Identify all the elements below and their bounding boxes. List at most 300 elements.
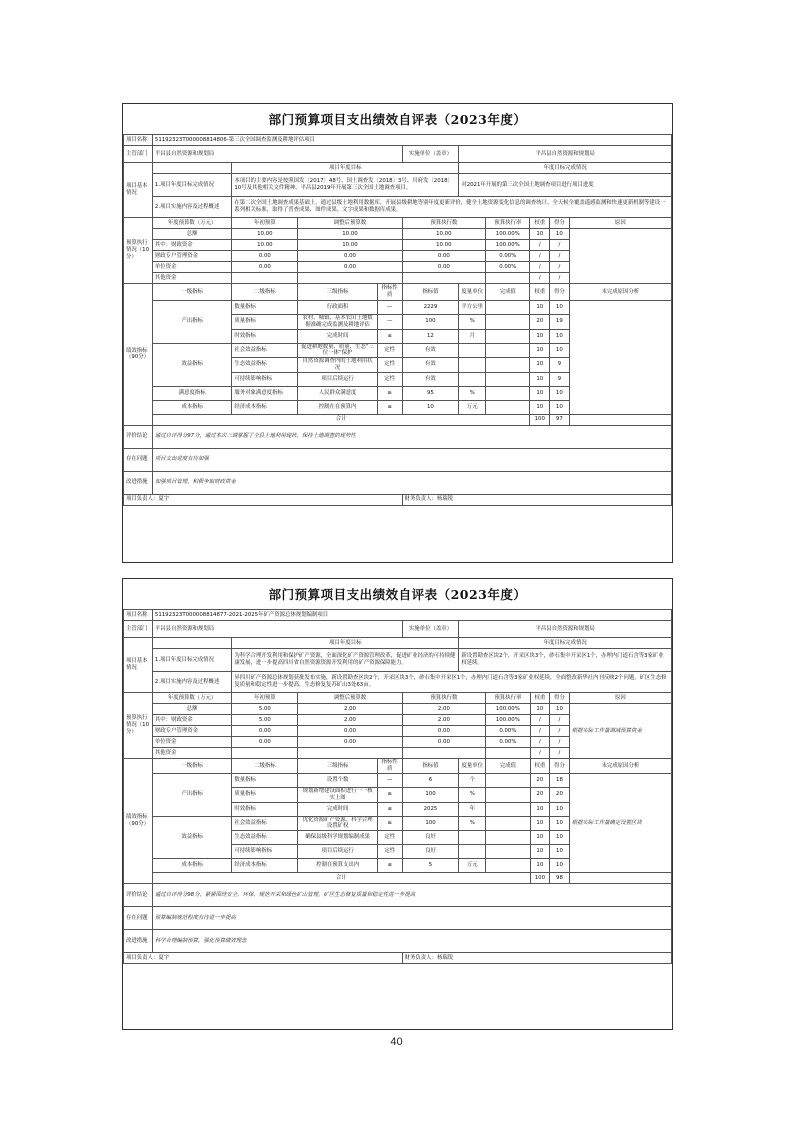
budget-value xyxy=(402,748,486,759)
budget-value: 0.00 xyxy=(232,726,298,737)
issue-text: 预算编制规范程度有待进一步提高 xyxy=(152,907,671,930)
perf-target: 6 xyxy=(402,774,459,788)
perf-actual xyxy=(486,859,530,873)
perf-actual xyxy=(486,802,530,816)
total-score: 98 xyxy=(550,873,570,884)
perf-header: 三级指标 xyxy=(298,284,377,301)
budget-header: 权重 xyxy=(530,218,550,229)
dept-label: 主管部门 xyxy=(124,146,153,163)
budget-header: 原因 xyxy=(569,218,671,229)
budget-value: 10.00 xyxy=(232,229,298,240)
budget-value xyxy=(298,748,402,759)
perf-level3: 完成时间 xyxy=(298,329,377,343)
issue-text: 项目支出进度有待加强 xyxy=(152,448,671,471)
perf-unit: % xyxy=(459,788,486,803)
finance-head: 财务负责人：杨瑞锐 xyxy=(402,494,671,505)
budget-header: 原因 xyxy=(569,693,671,704)
budget-header: 调整后预算数 xyxy=(298,218,402,229)
q1-target: 本项目的主要内容是按照国发〔2017〕48号、国土调查发〔2018〕3号、川府发〔2018〕10号及其他相关文件精神，平昌县2019年开展第三次全国土地调查项目。 xyxy=(232,174,459,197)
budget-label: 预算执行情况（10分） xyxy=(124,693,153,759)
budget-rate: 100.00% xyxy=(486,229,530,240)
budget-row-label: 单位资金 xyxy=(152,737,231,748)
budget-row-label: 总额 xyxy=(152,229,231,240)
perf-score: 9 xyxy=(550,372,570,386)
perf-score: 19 xyxy=(550,315,570,330)
budget-value xyxy=(298,273,402,284)
dept-value: 平昌县自然资源和规划局 xyxy=(152,621,402,638)
perf-level2: 可持续影响指标 xyxy=(232,845,298,859)
budget-value: 0.00 xyxy=(298,262,402,273)
budget-weight: 10 xyxy=(530,704,550,715)
perf-level2: 社会效益指标 xyxy=(232,343,298,358)
perf-unit xyxy=(459,358,486,373)
budget-reason xyxy=(569,229,671,284)
perf-weight: 10 xyxy=(530,372,550,386)
perf-header: 指标值 xyxy=(402,284,459,301)
perf-unit: 万元 xyxy=(459,859,486,873)
perf-actual xyxy=(486,329,530,343)
perf-nature: ≥ xyxy=(377,386,402,400)
perf-weight: 10 xyxy=(530,386,550,400)
perf-header: 度量单位 xyxy=(459,284,486,301)
budget-row-label: 财政专户管理资金 xyxy=(152,251,231,262)
perf-unit: 月 xyxy=(459,329,486,343)
perf-level1: 产出指标 xyxy=(152,301,231,344)
perf-level2: 数量指标 xyxy=(232,774,298,788)
budget-header: 权重 xyxy=(530,693,550,704)
budget-label: 预算执行情况（10分） xyxy=(124,218,153,284)
perf-nature: 定性 xyxy=(377,845,402,859)
budget-value: 0.00 xyxy=(232,251,298,262)
perf-unit: 万元 xyxy=(459,400,486,414)
annual-target-header: 项目年度目标 xyxy=(232,163,459,174)
perf-target: 100 xyxy=(402,788,459,803)
perf-actual xyxy=(486,816,530,831)
perf-nature: — xyxy=(377,301,402,315)
budget-score: / xyxy=(550,251,570,262)
perf-level3: 行政面积 xyxy=(298,301,377,315)
perf-actual xyxy=(486,845,530,859)
perf-unit xyxy=(459,343,486,358)
perf-header: 度量单位 xyxy=(459,759,486,774)
perf-level2: 质量指标 xyxy=(232,315,298,330)
total-empty xyxy=(569,414,671,425)
impl-label: 实施单位（盖章） xyxy=(402,146,459,163)
perf-level2: 经济成本指标 xyxy=(232,400,298,414)
perf-target: 12 xyxy=(402,329,459,343)
budget-weight: / xyxy=(530,240,550,251)
perf-weight: 10 xyxy=(530,859,550,873)
budget-value: 0.00 xyxy=(232,737,298,748)
q2-text: 昇四川矿产资源总体规划获批发布实施，新设置勘查区块2个，开采区块3个，砂石集中开采区1个，办理内门道石含等3家矿业权延续，全面整改新华社内刊反映2个问题，矿区生态修复质量和稳定性进一步提高，生态修复复苏矿山3处63亩。 xyxy=(232,672,672,693)
budget-header: 年度预算数（万元） xyxy=(152,218,231,229)
perf-level3: 自然资源调查内的土地利用状况 xyxy=(298,358,377,373)
form-title: 部门预算项目支出绩效自评表（2023年度） xyxy=(268,587,527,602)
perf-target: 95 xyxy=(402,386,459,400)
performance-form-1 xyxy=(122,103,673,563)
perf-level2: 可持续影响指标 xyxy=(232,372,298,386)
impl-label: 实施单位（盖章） xyxy=(402,621,459,638)
perf-actual xyxy=(486,788,530,803)
budget-row-label: 总额 xyxy=(152,704,231,715)
basic-info-label: 项目基本情况 xyxy=(124,163,153,218)
budget-rate: 0.00% xyxy=(486,251,530,262)
perf-target: 有效 xyxy=(402,358,459,373)
perf-weight: 20 xyxy=(530,774,550,788)
perf-level1: 成本指标 xyxy=(152,859,231,873)
eval-label: 评价结论 xyxy=(124,884,153,907)
perf-nature: ≥ xyxy=(377,788,402,803)
perf-nature: ≤ xyxy=(377,400,402,414)
project-name: 51192323T000008814806-第三次全国调查监测及耕地评估项目 xyxy=(152,135,671,146)
budget-value: 2.00 xyxy=(298,715,402,726)
perf-nature: ≤ xyxy=(377,859,402,873)
perf-weight: 10 xyxy=(530,343,550,358)
q1-label: 1.项目年度目标完成情况 xyxy=(152,649,231,672)
perf-actual xyxy=(486,372,530,386)
fix-text: 加强项目管理，积极争取财政资金 xyxy=(152,471,671,494)
eval-text: 通过自评得分97分，通过本次三调掌握了全县土地利用现状，保持土地调查的现势性 xyxy=(152,425,671,448)
form-table xyxy=(123,609,672,964)
perf-header: 指标值 xyxy=(402,759,459,774)
perf-target: 5 xyxy=(402,859,459,873)
perf-weight: 10 xyxy=(530,845,550,859)
budget-header: 调整后预算数 xyxy=(298,693,402,704)
perf-level3: 优化资源矿产资源、科学合理设置矿权 xyxy=(298,816,377,831)
budget-header: 预算执行率 xyxy=(486,218,530,229)
performance-form-2 xyxy=(122,578,673,1030)
perf-level2: 服务对象满意度指标 xyxy=(232,386,298,400)
perf-header: 一级指标 xyxy=(152,759,231,774)
perf-nature: — xyxy=(377,315,402,330)
eval-label: 评价结论 xyxy=(124,425,153,448)
budget-score: / xyxy=(550,726,570,737)
perf-label: 绩效指标（90分） xyxy=(124,759,153,884)
budget-value: 0.00 xyxy=(298,251,402,262)
budget-score: 10 xyxy=(550,704,570,715)
perf-header: 未完成原因分析 xyxy=(569,759,671,774)
project-name-label: 项目名称 xyxy=(124,135,153,146)
budget-rate: 100.00% xyxy=(486,715,530,726)
perf-actual xyxy=(486,774,530,788)
perf-weight: 20 xyxy=(530,315,550,330)
perf-header: 权重 xyxy=(530,284,550,301)
fix-label: 改进措施 xyxy=(124,471,153,494)
perf-level2: 生态效益指标 xyxy=(232,358,298,373)
perf-level3: 确保县级科学规划编制成果 xyxy=(298,831,377,845)
budget-row-label: 其他资金 xyxy=(152,273,231,284)
perf-header: 得分 xyxy=(550,284,570,301)
budget-value: 5.00 xyxy=(232,715,298,726)
perf-level1: 效益指标 xyxy=(152,343,231,386)
budget-row-label: 单位资金 xyxy=(152,262,231,273)
perf-unit xyxy=(459,831,486,845)
perf-score: 10 xyxy=(550,845,570,859)
budget-value: 10.00 xyxy=(232,240,298,251)
dept-value: 平昌县自然资源和规划局 xyxy=(152,146,402,163)
perf-target: 有效 xyxy=(402,343,459,358)
budget-rate: 0.00% xyxy=(486,262,530,273)
perf-header: 完成值 xyxy=(486,284,530,301)
budget-header: 得分 xyxy=(550,218,570,229)
budget-value: 10.00 xyxy=(402,240,486,251)
budget-score: 10 xyxy=(550,229,570,240)
budget-rate xyxy=(486,748,530,759)
total-label: 合计 xyxy=(152,873,530,884)
budget-value: 0.00 xyxy=(298,726,402,737)
perf-unit: 年 xyxy=(459,802,486,816)
perf-score: 10 xyxy=(550,386,570,400)
fix-text: 科学合理编制预算，强化预算绩效理念 xyxy=(152,930,671,953)
budget-header: 得分 xyxy=(550,693,570,704)
table-cell xyxy=(152,638,231,649)
perf-level2: 质量指标 xyxy=(232,788,298,803)
budget-value xyxy=(232,273,298,284)
budget-header: 年初预算 xyxy=(232,693,298,704)
perf-nature: — xyxy=(377,774,402,788)
perf-actual xyxy=(486,831,530,845)
budget-value: 2.00 xyxy=(402,704,486,715)
perf-unit: 个 xyxy=(459,774,486,788)
perf-score: 20 xyxy=(550,788,570,803)
budget-value: 0.00 xyxy=(402,737,486,748)
perf-level2: 生态效益指标 xyxy=(232,831,298,845)
finance-head: 财务负责人：杨瑞锐 xyxy=(402,953,671,964)
budget-value: 5.00 xyxy=(232,704,298,715)
perf-nature: 定性 xyxy=(377,372,402,386)
budget-value: 0.00 xyxy=(232,262,298,273)
dept-label: 主管部门 xyxy=(124,621,153,638)
perf-reason: 根据实际工作量确定设置区块 xyxy=(569,774,671,873)
perf-level3: 人民群众满意度 xyxy=(298,386,377,400)
form-table xyxy=(123,134,672,506)
perf-level2: 时效指标 xyxy=(232,329,298,343)
perf-score: 10 xyxy=(550,400,570,414)
perf-level1: 满意度指标 xyxy=(152,386,231,400)
budget-value: 10.00 xyxy=(298,240,402,251)
perf-header: 得分 xyxy=(550,759,570,774)
perf-target: 2229 xyxy=(402,301,459,315)
perf-actual xyxy=(486,400,530,414)
impl-value: 平昌县自然资源和规划局 xyxy=(459,621,672,638)
q1-label: 1.项目年度目标完成情况 xyxy=(152,174,231,197)
perf-level2: 社会效益指标 xyxy=(232,816,298,831)
perf-header: 三级指标 xyxy=(298,759,377,774)
perf-level3: 促进耕地数量、质量、生态“三位一体”保护 xyxy=(298,343,377,358)
perf-actual xyxy=(486,343,530,358)
perf-header: 未完成原因分析 xyxy=(569,284,671,301)
perf-target: 有效 xyxy=(402,372,459,386)
perf-nature: 定性 xyxy=(377,831,402,845)
budget-header: 预算执行数 xyxy=(402,693,486,704)
perf-weight: 10 xyxy=(530,831,550,845)
perf-header: 二级指标 xyxy=(232,284,298,301)
perf-header: 指标性质 xyxy=(377,284,402,301)
perf-weight: 10 xyxy=(530,358,550,373)
budget-value: 2.00 xyxy=(298,704,402,715)
budget-rate: 0.00% xyxy=(486,737,530,748)
total-empty xyxy=(569,873,671,884)
perf-unit: % xyxy=(459,386,486,400)
perf-level2: 经济成本指标 xyxy=(232,859,298,873)
perf-target: 良好 xyxy=(402,831,459,845)
perf-score: 18 xyxy=(550,774,570,788)
perf-level3: 设置个数 xyxy=(298,774,377,788)
perf-level2: 时效指标 xyxy=(232,802,298,816)
perf-level3: 项目后续运行 xyxy=(298,845,377,859)
budget-header: 年初预算 xyxy=(232,218,298,229)
budget-value: 0.00 xyxy=(402,262,486,273)
budget-value: 0.00 xyxy=(298,737,402,748)
perf-score: 10 xyxy=(550,831,570,845)
perf-target: 100 xyxy=(402,816,459,831)
perf-weight: 10 xyxy=(530,400,550,414)
perf-target: 良好 xyxy=(402,845,459,859)
perf-weight: 10 xyxy=(530,802,550,816)
annual-target-header: 项目年度目标 xyxy=(232,638,459,649)
budget-header: 预算执行数 xyxy=(402,218,486,229)
issue-label: 存在问题 xyxy=(124,907,153,930)
perf-level3: 规划新增建设面积进行一一核实上图 xyxy=(298,788,377,803)
perf-score: 10 xyxy=(550,301,570,315)
perf-header: 权重 xyxy=(530,759,550,774)
q2-label: 2.项目实施内容及过程概述 xyxy=(152,197,231,218)
perf-unit xyxy=(459,372,486,386)
perf-score: 9 xyxy=(550,358,570,373)
perf-target: 100 xyxy=(402,315,459,330)
total-weight: 100 xyxy=(530,414,550,425)
perf-score: 10 xyxy=(550,802,570,816)
perf-unit: % xyxy=(459,315,486,330)
budget-row-label: 其中：财政资金 xyxy=(152,240,231,251)
perf-weight: 10 xyxy=(530,816,550,831)
budget-weight: / xyxy=(530,715,550,726)
q1-done: 新设置勘查区块2个，开采区块3个，砂石集中开采区1个，办理内门道石含等3家矿业权延续。 xyxy=(459,649,672,672)
project-name: 51192323T000008814877-2021-2025年矿产资源总体规划编制项目 xyxy=(152,610,671,621)
perf-nature: 定性 xyxy=(377,343,402,358)
form-title: 部门预算项目支出绩效自评表（2023年度） xyxy=(268,112,527,127)
perf-actual xyxy=(486,315,530,330)
budget-reason: 根据实际工作量调减预算资金 xyxy=(569,704,671,759)
budget-score: / xyxy=(550,240,570,251)
budget-rate: 0.00% xyxy=(486,726,530,737)
budget-row-label: 财政专户管理资金 xyxy=(152,726,231,737)
perf-header: 完成值 xyxy=(486,759,530,774)
budget-value xyxy=(232,748,298,759)
perf-header: 指标性质 xyxy=(377,759,402,774)
budget-weight: / xyxy=(530,251,550,262)
table-cell xyxy=(152,163,231,174)
fix-label: 改进措施 xyxy=(124,930,153,953)
basic-info-label: 项目基本情况 xyxy=(124,638,153,693)
perf-header: 一级指标 xyxy=(152,284,231,301)
budget-score: / xyxy=(550,737,570,748)
perf-level2: 数量指标 xyxy=(232,301,298,315)
budget-rate: 100.00% xyxy=(486,240,530,251)
budget-score: / xyxy=(550,715,570,726)
budget-value xyxy=(402,273,486,284)
perf-level3: 控制在预算支出内 xyxy=(298,859,377,873)
q2-label: 2.项目实施内容及过程概述 xyxy=(152,672,231,693)
budget-score: / xyxy=(550,273,570,284)
project-head: 项目负责人：夏宇 xyxy=(124,953,403,964)
total-score: 97 xyxy=(550,414,570,425)
budget-weight: 10 xyxy=(530,229,550,240)
annual-done-header: 年度目标完成情况 xyxy=(459,638,672,649)
q1-done: 对2021年开展的第三次全国土地调查项目进行项目进度 xyxy=(459,174,672,197)
perf-nature: ≤ xyxy=(377,329,402,343)
budget-value: 2.00 xyxy=(402,715,486,726)
budget-row-label: 其中：财政资金 xyxy=(152,715,231,726)
perf-score: 10 xyxy=(550,859,570,873)
budget-weight: / xyxy=(530,748,550,759)
q1-target: 为科学合理开发利用和保护矿产资源，全面深化矿产资源管理改革，促进矿业经济的可持续健康发展，进一步提高四川省自然资源资源开发利用的矿产资源保障能力。 xyxy=(232,649,459,672)
perf-unit: % xyxy=(459,816,486,831)
perf-level3: 项目后续运行 xyxy=(298,372,377,386)
perf-level3: 控制在在预算内 xyxy=(298,400,377,414)
perf-header: 二级指标 xyxy=(232,759,298,774)
perf-level3: 完成时间 xyxy=(298,802,377,816)
budget-value: 10.00 xyxy=(298,229,402,240)
perf-actual xyxy=(486,386,530,400)
budget-value: 10.00 xyxy=(402,229,486,240)
perf-target: 10 xyxy=(402,400,459,414)
budget-weight: / xyxy=(530,273,550,284)
budget-header: 预算执行率 xyxy=(486,693,530,704)
perf-weight: 10 xyxy=(530,329,550,343)
budget-value: 0.00 xyxy=(402,251,486,262)
perf-unit xyxy=(459,845,486,859)
annual-done-header: 年度目标完成情况 xyxy=(459,163,672,174)
budget-rate xyxy=(486,273,530,284)
perf-weight: 10 xyxy=(530,301,550,315)
perf-reason xyxy=(569,301,671,415)
budget-score: / xyxy=(550,748,570,759)
perf-level1: 产出指标 xyxy=(152,774,231,817)
perf-target: 2025 xyxy=(402,802,459,816)
impl-value: 平昌县自然资源和规划局 xyxy=(459,146,672,163)
perf-weight: 20 xyxy=(530,788,550,803)
budget-weight: / xyxy=(530,726,550,737)
total-weight: 100 xyxy=(530,873,550,884)
perf-unit: 平方公里 xyxy=(459,301,486,315)
perf-level3: 农村、城镇、基本农田土地数据准确完成监测及耕地评估 xyxy=(298,315,377,330)
budget-header: 年度预算数（万元） xyxy=(152,693,231,704)
eval-text: 通过自评得分98分，紧紧围绕安全、环保、规范开采和绿色矿山管理，矿区生态修复质量和稳定性进一步提高 xyxy=(152,884,671,907)
budget-weight: / xyxy=(530,262,550,273)
budget-weight: / xyxy=(530,737,550,748)
perf-score: 10 xyxy=(550,343,570,358)
total-label: 合计 xyxy=(152,414,530,425)
page-number: 40 xyxy=(390,1036,403,1048)
perf-nature: ≤ xyxy=(377,802,402,816)
perf-score: 10 xyxy=(550,816,570,831)
budget-score: / xyxy=(550,262,570,273)
q2-text: 在第二次全国土地调查成果基础上，通过县级土地利用数据库，开展县级耕地等别年度更新评价，健全土地资源变化信息的调查统计、全天候全覆盖遥感监测和快速更新机制等建设一系列相关标准，取得了普查成果、图件成果、文字成果和数据库成果。 xyxy=(232,197,672,218)
budget-value: 0.00 xyxy=(402,726,486,737)
perf-actual xyxy=(486,358,530,373)
issue-label: 存在问题 xyxy=(124,448,153,471)
perf-nature: ≥ xyxy=(377,816,402,831)
perf-nature: 定性 xyxy=(377,358,402,373)
perf-actual xyxy=(486,301,530,315)
budget-rate: 100.00% xyxy=(486,704,530,715)
project-name-label: 项目名称 xyxy=(124,610,153,621)
perf-level1: 成本指标 xyxy=(152,400,231,414)
perf-label: 绩效指标（90分） xyxy=(124,284,153,426)
project-head: 项目负责人：夏宇 xyxy=(124,494,403,505)
perf-score: 10 xyxy=(550,329,570,343)
